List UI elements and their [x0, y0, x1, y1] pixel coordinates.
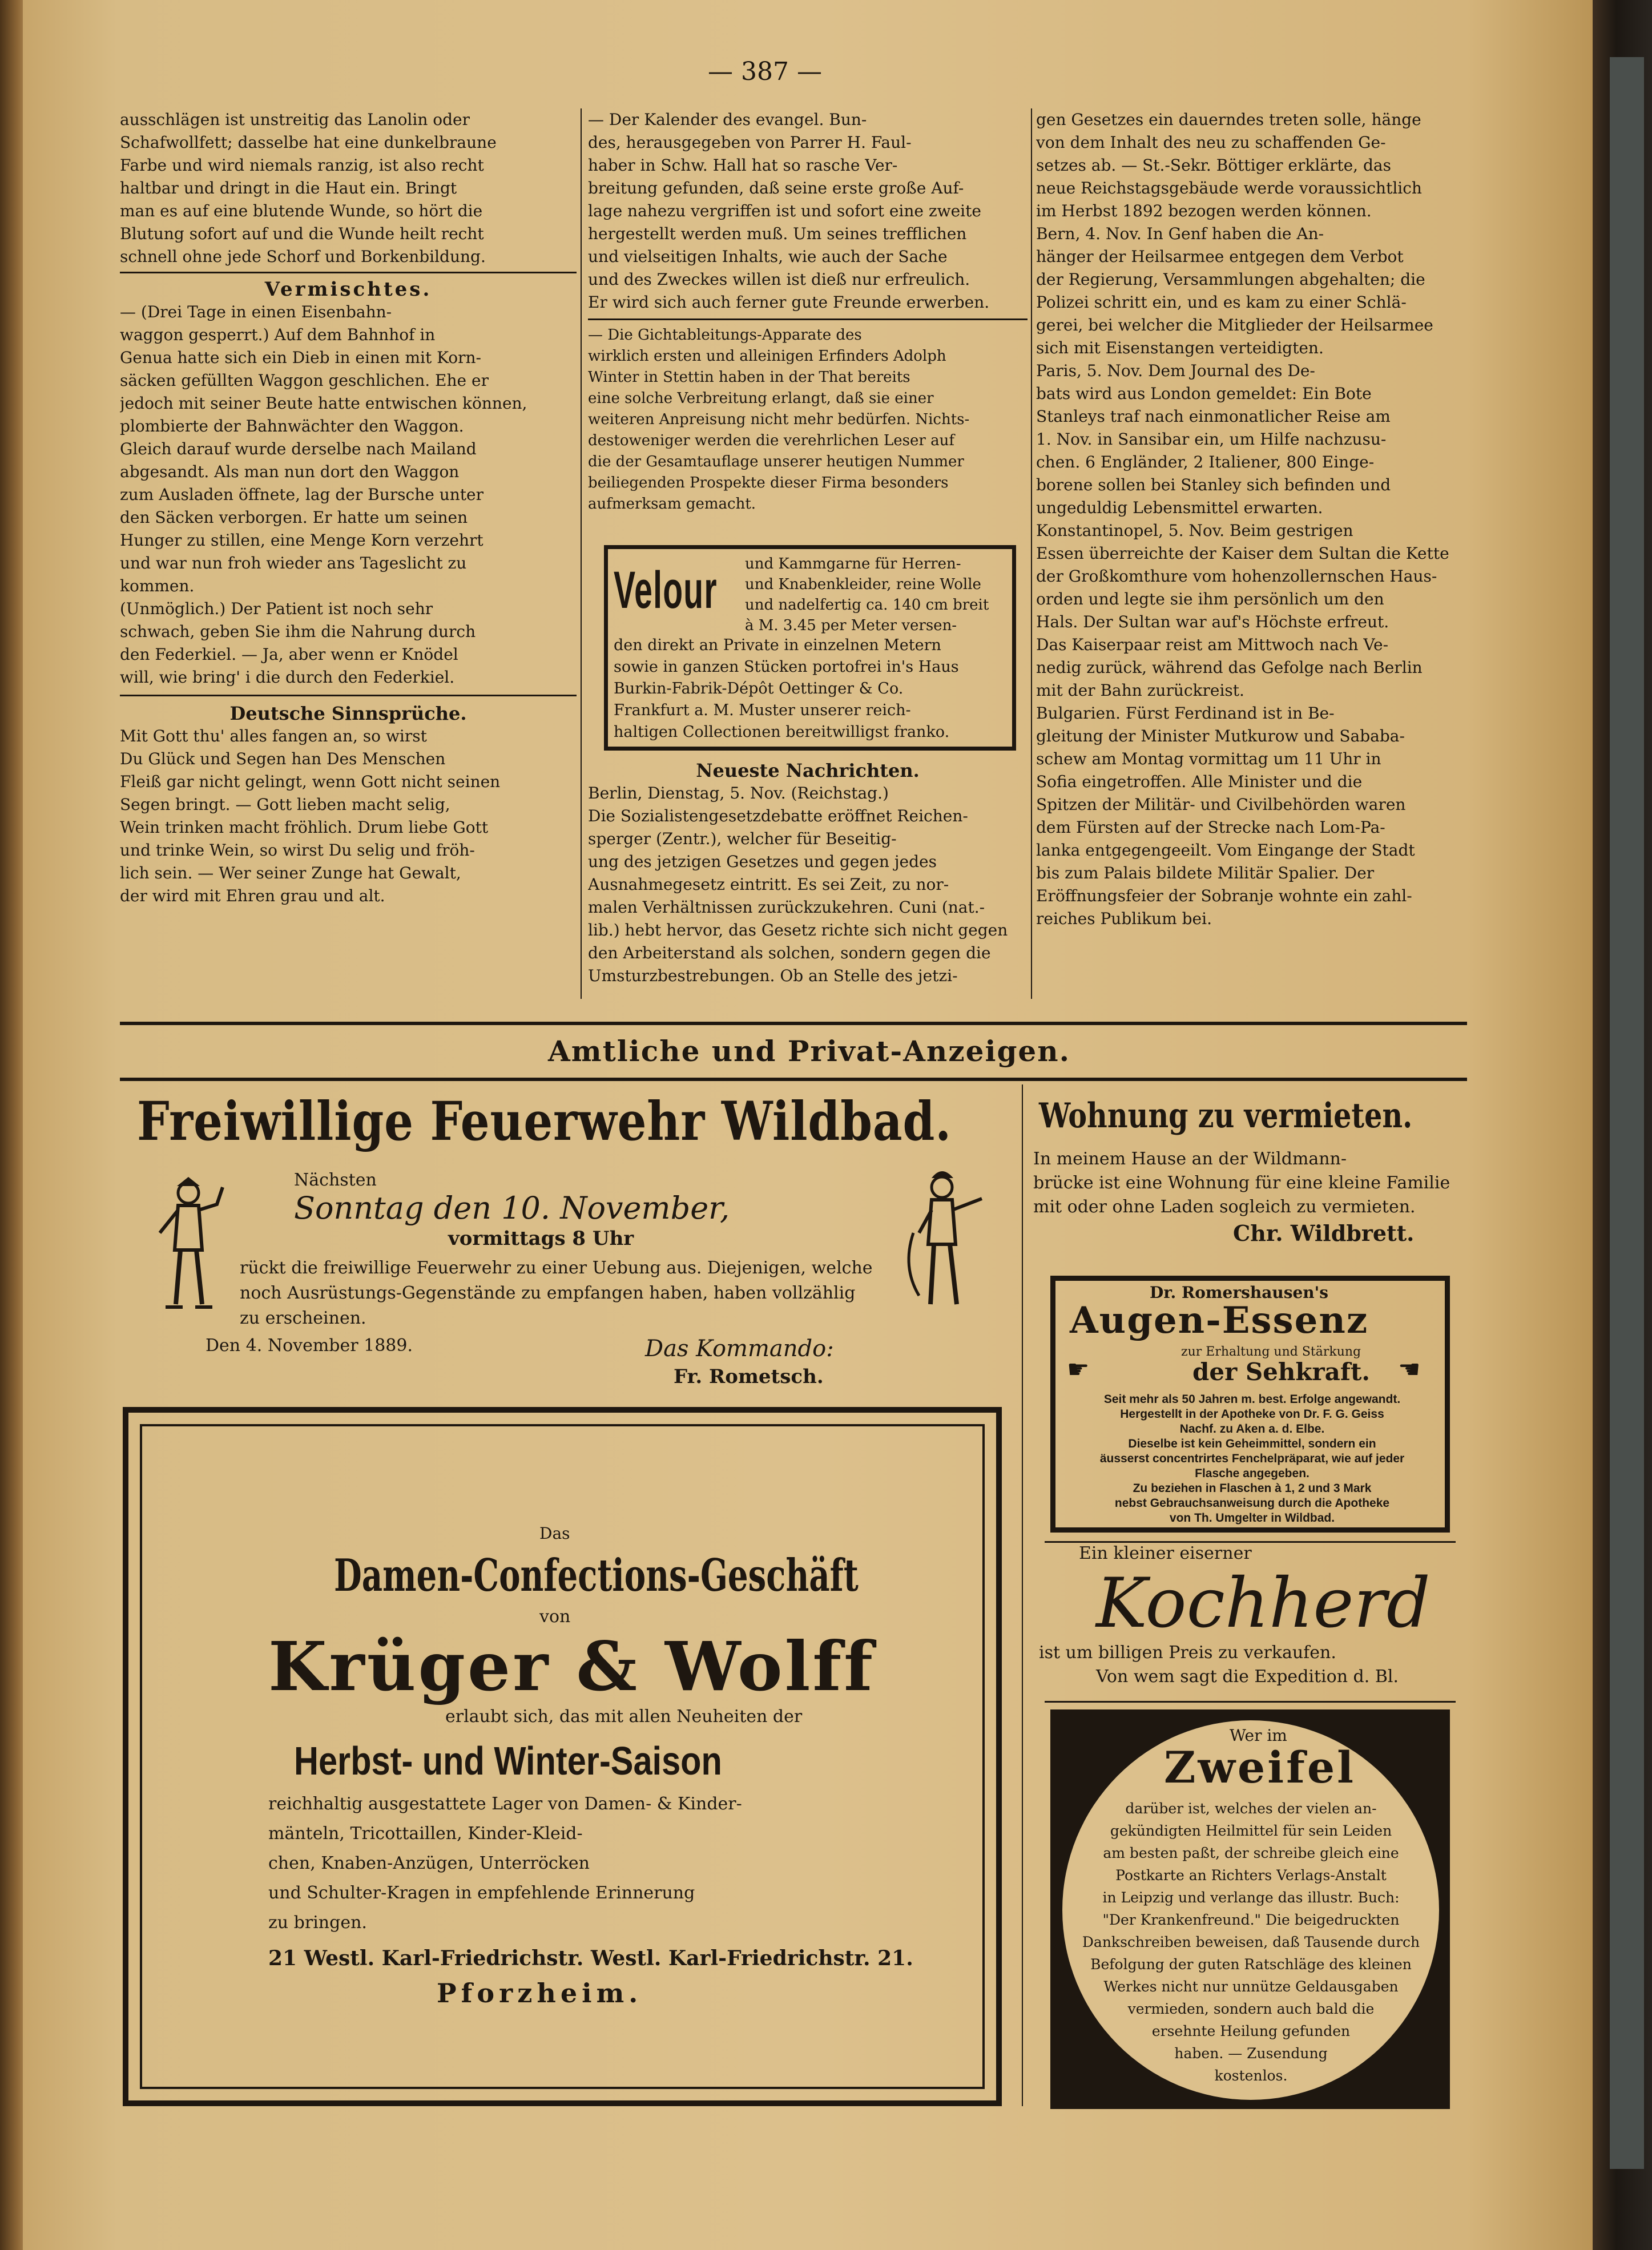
- text-line: hänger der Heilsarmee entgegen dem Verbot: [1036, 247, 1404, 266]
- zweifel-line: Befolgung der guten Ratschläge des kleinen: [1090, 1956, 1412, 1973]
- lanolin-article: [120, 108, 577, 268]
- text-line: gen Gesetzes ein dauerndes treten solle, hänge: [1036, 110, 1421, 129]
- text-line: gleitung der Minister Mutkurow und Sababa-: [1036, 727, 1405, 745]
- kruger-title: Damen-Confections-Geschäft: [334, 1550, 859, 1602]
- column-rule: [581, 108, 582, 999]
- feuerwehr-dated: Den 4. November 1889.: [206, 1336, 413, 1356]
- velour-line: Burkin-Fabrik-Dépôt Oettinger & Co.: [614, 680, 904, 697]
- velour-line: haltigen Collectionen bereitwilligst franko.: [614, 723, 950, 741]
- page-edge: [1593, 0, 1652, 2250]
- augen-title: Augen-Essenz: [1070, 1299, 1369, 1342]
- text-line: schwach, geben Sie ihm die Nahrung durch: [120, 622, 476, 641]
- text-line: und des Zweckes willen ist dieß nur erfreulich.: [588, 270, 970, 289]
- text-line: lib.) hebt hervor, das Gesetz richte sich nicht gegen: [588, 921, 1008, 939]
- zweifel-line: Postkarte an Richters Verlags-Anstalt: [1115, 1867, 1387, 1884]
- text-line: bats wird aus London gemeldet: Ein Bote: [1036, 384, 1372, 403]
- text-line: sich mit Eisenstangen verteidigten.: [1036, 338, 1324, 357]
- wohnung-line: In meinem Hause an der Wildmann-: [1033, 1149, 1347, 1169]
- divider: [120, 272, 577, 273]
- text-line: ausschlägen ist unstreitig das Lanolin oder: [120, 110, 470, 129]
- text-line: breitung gefunden, daß seine erste große Auf-: [588, 179, 964, 197]
- text-line: — (Drei Tage in einen Eisenbahn-: [120, 303, 392, 321]
- text-line: plombierte der Bahnwächter den Waggon.: [120, 417, 464, 436]
- text-line: Umsturzbestrebungen. Ob an Stelle des jetzi-: [588, 966, 958, 985]
- text-line: Hunger zu stillen, eine Menge Korn verzehrt: [120, 531, 483, 550]
- text-line: waggon gesperrt.) Auf dem Bahnhof in: [120, 325, 436, 344]
- zweifel-line: am besten paßt, der schreibe gleich eine: [1103, 1845, 1399, 1861]
- augen-sehkraft: der Sehkraft.: [1192, 1358, 1370, 1386]
- divider: [120, 695, 577, 696]
- text-line: haber in Schw. Hall hat so rasche Ver-: [588, 156, 898, 175]
- augen-line: Dieselbe ist kein Geheimmittel, sondern ein: [1128, 1437, 1376, 1450]
- text-line: Segen bringt. — Gott lieben macht selig,: [120, 795, 450, 814]
- text-line: lich sein. — Wer seiner Zunge hat Gewalt,: [120, 864, 461, 882]
- kruger-line: und Schulter-Kragen in empfehlende Erinnerung: [268, 1883, 695, 1903]
- kalender-article: [588, 108, 1028, 314]
- text-line: schnell ohne jede Schorf und Borkenbildung.: [120, 247, 486, 266]
- column-1: [120, 108, 577, 908]
- text-line: abgesandt. Als man nun dort den Waggon: [120, 462, 460, 481]
- velour-line: sowie in ganzen Stücken portofrei in's Haus: [614, 658, 959, 676]
- text-line: Mit Gott thu' alles fangen an, so wirst: [120, 727, 427, 745]
- text-line: des, herausgegeben von Parrer H. Faul-: [588, 133, 912, 152]
- text-line: die der Gesamtauflage unserer heutigen Nummer: [588, 453, 964, 470]
- augen-sub: zur Erhaltung und Stärkung: [1181, 1345, 1361, 1359]
- velour-ad: [604, 545, 1016, 751]
- text-line: ungeduldig Lebensmittel erwarten.: [1036, 498, 1323, 517]
- divider: [1045, 1701, 1456, 1703]
- section-rule-top: [120, 1022, 1467, 1025]
- kruger-line: reichhaltig ausgestattete Lager von Damen- & Kinder-: [268, 1794, 742, 1814]
- zweifel-line: vermieden, sondern auch bald die: [1127, 2001, 1375, 2017]
- divider: [588, 318, 1028, 320]
- text-line: Er wird sich auch ferner gute Freunde erwerben.: [588, 293, 990, 312]
- text-line: orden und legte sie ihm persönlich um den: [1036, 590, 1384, 608]
- text-line: Eröffnungsfeier der Sobranje wohnte ein zahl-: [1036, 886, 1412, 905]
- kochherd-line1: ist um billigen Preis zu verkaufen.: [1039, 1643, 1336, 1663]
- wohnung-line: brücke ist eine Wohnung für eine kleine Familie: [1033, 1173, 1450, 1193]
- section-rule-bottom: [120, 1078, 1467, 1081]
- text-line: weiteren Anpreisung nicht mehr bedürfen. Nichts-: [588, 411, 970, 428]
- kochherd-intro: Ein kleiner eiserner: [1079, 1543, 1252, 1563]
- zweifel-line: kostenlos.: [1214, 2067, 1288, 2084]
- text-line: malen Verhältnissen zurückzukehren. Cuni (nat.-: [588, 898, 985, 917]
- text-line: mit der Bahn zurückreist.: [1036, 681, 1244, 700]
- text-line: Du Glück und Segen han Des Menschen: [120, 749, 446, 768]
- text-line: wirklich ersten und alleinigen Erfinders Adolph: [588, 348, 946, 365]
- kruger-line: chen, Knaben-Anzügen, Unterröcken: [268, 1853, 590, 1873]
- text-line: chen. 6 Engländer, 2 Italiener, 800 Einge-: [1036, 453, 1375, 471]
- zweifel-line: haben. — Zusendung: [1174, 2045, 1328, 2062]
- pointing-hand-icon: ☛: [1067, 1355, 1090, 1384]
- kruger-erlaubt: erlaubt sich, das mit allen Neuheiten der: [445, 1707, 803, 1727]
- text-line: Spitzen der Militär- und Civilbehörden waren: [1036, 795, 1406, 814]
- column-3: [1036, 108, 1470, 930]
- augen-line: Flasche angegeben.: [1195, 1467, 1309, 1480]
- text-line: Die Sozialistengesetzdebatte eröffnet Reichen-: [588, 807, 968, 825]
- zweifel-line: "Der Krankenfreund." Die beigedruckten: [1102, 1912, 1400, 1928]
- text-line: schew am Montag vormittag um 11 Uhr in: [1036, 749, 1381, 768]
- text-line: den Arbeiterstand als solchen, sondern gegen die: [588, 943, 991, 962]
- feuerwehr-time: vormittags 8 Uhr: [448, 1227, 634, 1250]
- augen-essenz-ad: [1050, 1276, 1450, 1533]
- zweifel-wer: Wer im: [1230, 1726, 1287, 1745]
- text-line: Das Kaiserpaar reist am Mittwoch nach Ve-: [1036, 635, 1389, 654]
- text-line: säcken gefüllten Waggon geschlichen. Ehe er: [120, 371, 489, 390]
- text-line: Berlin, Dienstag, 5. Nov. (Reichstag.): [588, 784, 889, 803]
- kruger-season: Herbst- und Winter-Saison: [294, 1739, 722, 1783]
- fireman-figure-left: [143, 1170, 234, 1313]
- text-line: reiches Publikum bei.: [1036, 909, 1212, 928]
- feuerwehr-line: rückt die freiwillige Feuerwehr zu einer Uebung aus. Diejenigen, welche: [240, 1258, 873, 1278]
- augen-line: Hergestellt in der Apotheke von Dr. F. G. Geiss: [1120, 1408, 1384, 1421]
- text-line: Essen überreichte der Kaiser dem Sultan die Kette: [1036, 544, 1449, 563]
- augen-line: nebst Gebrauchsanweisung durch die Apotheke: [1114, 1497, 1390, 1510]
- kruger-das: Das: [539, 1524, 570, 1543]
- velour-line: den direkt an Private in einzelnen Metern: [614, 636, 941, 654]
- velour-line: à M. 3.45 per Meter versen-: [745, 617, 957, 634]
- augen-line: Nachf. zu Aken a. d. Elbe.: [1179, 1422, 1325, 1436]
- text-line: hergestellt werden muß. Um seines trefflichen: [588, 224, 967, 243]
- velour-line: und Kammgarne für Herren-: [745, 555, 961, 572]
- augen-line: Zu beziehen in Flaschen à 1, 2 und 3 Mark: [1133, 1482, 1372, 1495]
- text-line: den Säcken verborgen. Er hatte um seinen: [120, 508, 468, 527]
- text-line: lanka entgegengeeilt. Vom Eingange der Stadt: [1036, 841, 1415, 860]
- feuerwehr-date: Sonntag den 10. November,: [294, 1190, 730, 1226]
- text-line: Wein trinken macht fröhlich. Drum liebe Gott: [120, 818, 489, 837]
- text-line: der Regierung, Versammlungen abgehalten; die: [1036, 270, 1425, 289]
- text-line: Fleiß gar nicht gelingt, wenn Gott nicht seinen: [120, 772, 501, 791]
- text-line: Bern, 4. Nov. In Genf haben die An-: [1036, 224, 1324, 243]
- text-line: den Federkiel. — Ja, aber wenn er Knödel: [120, 645, 458, 664]
- wohnung-line: mit oder ohne Laden sogleich zu vermieten.: [1033, 1197, 1416, 1217]
- text-line: Genua hatte sich ein Dieb in einen mit Korn-: [120, 348, 482, 367]
- text-line: setzes ab. — St.-Sekr. Böttiger erklärte, das: [1036, 156, 1391, 175]
- text-line: Bulgarien. Fürst Ferdinand ist in Be-: [1036, 704, 1335, 723]
- zweifel-line: gekündigten Heilmittel für sein Leiden: [1110, 1822, 1392, 1839]
- text-line: zum Ausladen öffnete, lag der Bursche unter: [120, 485, 483, 504]
- text-line: — Der Kalender des evangel. Bun-: [588, 110, 867, 129]
- heading-sinnsprueche: Deutsche Sinnsprüche.: [229, 703, 467, 724]
- text-line: Gleich darauf wurde derselbe nach Mailand: [120, 439, 477, 458]
- augen-line: von Th. Umgelter in Wildbad.: [1169, 1511, 1335, 1525]
- heading-vermischtes: Vermischtes.: [264, 278, 432, 301]
- page-number: — 387 —: [708, 57, 822, 86]
- wohnung-signed: Chr. Wildbrett.: [1233, 1220, 1415, 1246]
- vermischtes-article: [120, 301, 577, 689]
- zweifel-line: Dankschreiben beweisen, daß Tausende durch: [1082, 1934, 1420, 1950]
- velour-title: Velour: [614, 561, 718, 619]
- column-2: [588, 108, 1028, 515]
- text-line: der wird mit Ehren grau und alt.: [120, 886, 385, 905]
- text-line: sperger (Zentr.), welcher für Beseitig-: [588, 829, 897, 848]
- feuerwehr-line: zu erscheinen.: [240, 1308, 366, 1328]
- text-line: neue Reichstagsgebäude werde voraussichtlich: [1036, 179, 1422, 197]
- text-line: Polizei schritt ein, und es kam zu einer Schlä-: [1036, 293, 1407, 312]
- text-line: und war nun froh wieder ans Tageslicht zu: [120, 554, 467, 572]
- kruger-wolff-ad: [123, 1407, 1002, 2106]
- text-line: jedoch mit seiner Beute hatte entwischen können,: [120, 394, 527, 413]
- text-line: dem Fürsten auf der Strecke nach Lom-Pa-: [1036, 818, 1385, 837]
- augen-line: Seit mehr als 50 Jahren m. best. Erfolge angewandt.: [1103, 1393, 1401, 1406]
- feuerwehr-title: Freiwillige Feuerwehr Wildbad.: [137, 1090, 952, 1153]
- text-line: beiliegenden Prospekte dieser Firma besonders: [588, 474, 949, 491]
- fireman-figure-right: [896, 1164, 993, 1313]
- text-line: und vielseitigen Inhalts, wie auch der Sache: [588, 247, 948, 266]
- ads-column-rule: [1022, 1084, 1023, 2106]
- feuerwehr-line: noch Ausrüstungs-Gegenstände zu empfangen haben, haben vollzählig: [240, 1283, 856, 1303]
- gicht-article: [588, 325, 1028, 515]
- feuerwehr-ad: [131, 1084, 1005, 1393]
- text-line: aufmerksam gemacht.: [588, 495, 756, 513]
- zweifel-line: Werkes nicht nur unnütze Geldausgaben: [1103, 1978, 1399, 1995]
- augen-line: äusserst concentrirtes Fenchelpräparat, wie auf jeder: [1099, 1452, 1405, 1465]
- nachrichten-article: [588, 782, 1028, 987]
- sinnsprueche-article: [120, 725, 577, 908]
- text-line: kommen.: [120, 576, 195, 595]
- column-rule: [1031, 108, 1032, 999]
- velour-line: und Knabenkleider, reine Wolle: [745, 576, 981, 593]
- zweifel-line: in Leipzig und verlange das illustr. Buch:: [1102, 1889, 1400, 1906]
- text-line: nedig zurück, während das Gefolge nach Berlin: [1036, 658, 1423, 677]
- kochherd-ad: [1033, 1541, 1467, 1712]
- text-line: (Unmöglich.) Der Patient ist noch sehr: [120, 599, 433, 618]
- column-2b: [588, 759, 1028, 987]
- kruger-firm: Krüger & Wolff: [268, 1627, 875, 1706]
- zweifel-line: ersehnte Heilung gefunden: [1151, 2023, 1351, 2039]
- velour-line: und nadelfertig ca. 140 cm breit: [745, 596, 989, 614]
- text-line: destoweniger werden die verehrlichen Leser auf: [588, 432, 954, 449]
- text-line: Sofia eingetroffen. Alle Minister und die: [1036, 772, 1363, 791]
- text-line: Blutung sofort auf und die Wunde heilt recht: [120, 224, 484, 243]
- text-line: lage nahezu vergriffen ist und sofort eine zweite: [588, 201, 981, 220]
- text-line: Konstantinopel, 5. Nov. Beim gestrigen: [1036, 521, 1353, 540]
- wohnung-ad: [1033, 1090, 1467, 1261]
- kruger-city: Pforzheim.: [437, 1978, 643, 2009]
- augen-head: Dr. Romershausen's: [1150, 1283, 1328, 1302]
- text-line: Farbe und wird niemals ranzig, ist also recht: [120, 156, 484, 175]
- text-line: haltbar und dringt in die Haut ein. Bringt: [120, 179, 457, 197]
- text-line: im Herbst 1892 bezogen werden können.: [1036, 201, 1372, 220]
- text-line: eine solche Verbreitung erlangt, daß sie einer: [588, 390, 934, 407]
- text-line: Ausnahmegesetz eintritt. Es sei Zeit, zu nor-: [588, 875, 949, 894]
- text-line: Paris, 5. Nov. Dem Journal des De-: [1036, 361, 1315, 380]
- text-line: Hals. Der Sultan war auf's Höchste erfreut.: [1036, 612, 1389, 631]
- zweifel-title: Zweifel: [1164, 1742, 1356, 1793]
- zweifel-ad: [1050, 1709, 1450, 2109]
- wohnung-title: Wohnung zu vermieten.: [1039, 1096, 1413, 1136]
- text-line: gerei, bei welcher die Mitglieder der Heilsarmee: [1036, 316, 1433, 334]
- text-line: man es auf eine blutende Wunde, so hört die: [120, 201, 483, 220]
- text-line: bis zum Palais bildete Militär Spalier. Der: [1036, 864, 1375, 882]
- text-line: 1. Nov. in Sansibar ein, um Hilfe nachzusu-: [1036, 430, 1387, 449]
- text-line: borene sollen bei Stanley sich befinden und: [1036, 475, 1391, 494]
- text-line: Schafwollfett; dasselbe hat eine dunkelbraune: [120, 133, 497, 152]
- zweifel-line: darüber ist, welches der vielen an-: [1125, 1800, 1377, 1817]
- kruger-line: mänteln, Tricottaillen, Kinder-Kleid-: [268, 1824, 583, 1844]
- kruger-address: 21 Westl. Karl-Friedrichstr. Westl. Karl-Friedrichstr. 21.: [268, 1946, 913, 1970]
- feuerwehr-signed: Das Kommando:: [645, 1336, 834, 1362]
- text-line: der Großkomthure vom hohenzollernschen Haus-: [1036, 567, 1437, 586]
- text-line: will, wie bring' i die durch den Federkiel.: [120, 668, 455, 687]
- text-line: ung des jetzigen Gesetzes und gegen jedes: [588, 852, 937, 871]
- section-heading: Amtliche und Privat-Anzeigen.: [548, 1034, 1070, 1068]
- kochherd-line2: Von wem sagt die Expedition d. Bl.: [1096, 1667, 1399, 1687]
- kruger-von: von: [539, 1607, 571, 1627]
- text-line: Stanleys traf nach einmonatlicher Reise am: [1036, 407, 1391, 426]
- feuerwehr-name: Fr. Rometsch.: [674, 1365, 824, 1388]
- text-line: von dem Inhalt des neu zu schaffenden Ge-: [1036, 133, 1386, 152]
- text-line: — Die Gichtableitungs-Apparate des: [588, 326, 862, 344]
- feuerwehr-naechsten: Nächsten: [294, 1170, 377, 1190]
- pointing-hand-icon: ☛: [1398, 1355, 1421, 1384]
- text-line: Winter in Stettin haben in der That bereits: [588, 369, 910, 386]
- velour-line: Frankfurt a. M. Muster unserer reich-: [614, 701, 911, 719]
- kruger-line: zu bringen.: [268, 1913, 367, 1933]
- heading-nachrichten: Neueste Nachrichten.: [696, 760, 920, 781]
- kochherd-title: Kochherd: [1096, 1564, 1431, 1643]
- text-line: und trinke Wein, so wirst Du selig und fröh-: [120, 841, 475, 860]
